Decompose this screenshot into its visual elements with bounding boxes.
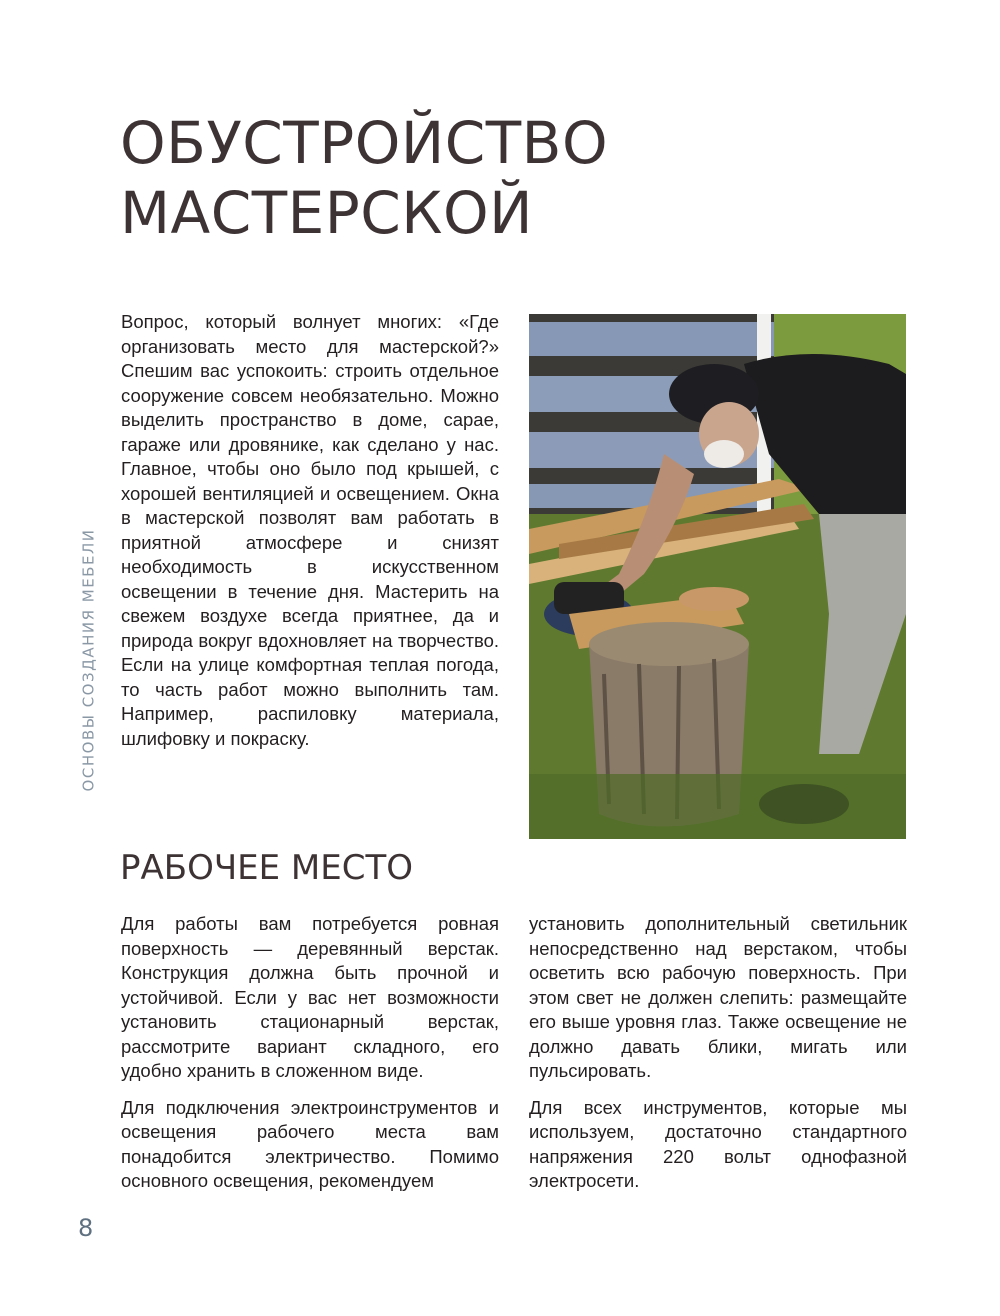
chapter-title-line-2: МАСТЕРСКОЙ [120,179,533,247]
right-text-column [529,912,907,1206]
section-heading: РАБОЧЕЕ МЕСТО [120,848,414,888]
chapter-title [120,108,608,248]
left-text-column [121,912,499,1206]
chapter-title-line-1: ОБУСТРОЙСТВО [120,109,609,177]
page-number: 8 [78,1214,94,1242]
running-section-label-text: ОСНОВЫ СОЗДАНИЯ МЕБЕЛИ [79,528,98,792]
right-column-paragraph-1: установить дополнительный светильник непосредственно над верстаком, чтобы осветить всю рабочую поверхность. При этом свет не должен слепить: размещайте его выше уровня глаз. Также освещение не должно давать блики, мигать или пульсировать. [529,913,907,1081]
left-column-paragraph-2: Для подключения электроинструментов и освещения рабочего места вам понадобится электричество. Помимо основного освещения, рекомендуем [121,1096,499,1191]
left-column-paragraph-1: Для работы вам потребуется ровная поверхность — деревянный верстак. Конструкция должна быть прочной и устойчивой. Если у вас нет возможности установить стационарный верстак, рассмотрите вариант складного, его удобно хранить в сложенном виде. [121,913,499,1081]
right-column-paragraph-2: Для всех инструментов, которые мы используем, достаточно стандартного напряжения 220 вольт однофазной электросети. [529,1096,907,1191]
workshop-photo [529,314,906,839]
running-section-label [74,520,102,800]
intro-paragraph: Вопрос, который волнует многих: «Где организовать место для мастерской?» Спешим вас успокоить: строить отдельное сооружение совсем необязательно. Можно выделить пространство в доме, сарае, гараже или дровянике, как сделано у нас. Главное, чтобы оно было под крышей, с хорошей вентиляцией и освещением. Окна в мастерской позволят вам работать в приятной атмосфере и снизят необходимость в искусственном освещении в течение дня. Мастерить на свежем воздухе всегда приятнее, да и природа вокруг вдохновляет на творчество. Если на улице комфортная теплая погода, то часть работ можно выполнить там. Например, распиловку материала, шлифовку и покраску. [121,311,499,749]
